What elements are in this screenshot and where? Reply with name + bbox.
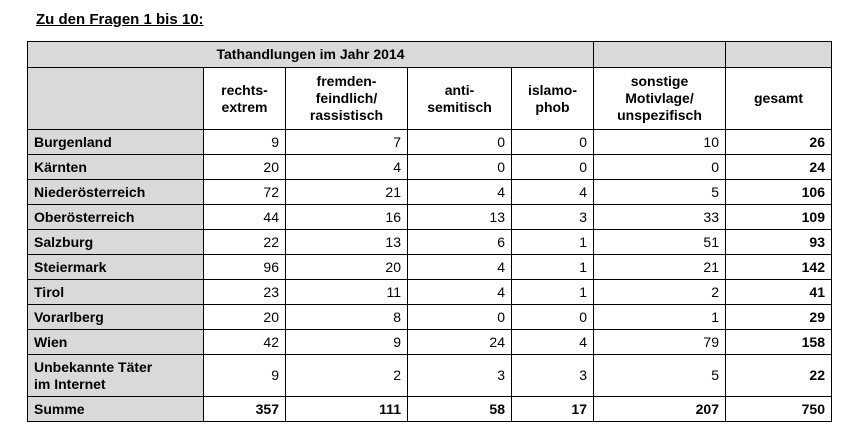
value-cell: 0 <box>408 155 512 180</box>
value-cell: 42 <box>204 330 286 355</box>
value-cell: 9 <box>286 330 408 355</box>
value-cell: 0 <box>512 155 594 180</box>
table-row <box>28 205 832 230</box>
value-cell: 5 <box>594 355 726 397</box>
value-cell: 72 <box>204 180 286 205</box>
column-header: gesamt <box>726 68 832 130</box>
value-cell: 9 <box>204 130 286 155</box>
value-cell: 20 <box>204 155 286 180</box>
table-row <box>28 305 832 330</box>
row-label: Niederösterreich <box>28 180 204 205</box>
total-cell: 29 <box>726 305 832 330</box>
value-cell: 2 <box>594 280 726 305</box>
table-row <box>28 255 832 280</box>
value-cell: 24 <box>408 330 512 355</box>
value-cell: 33 <box>594 205 726 230</box>
value-cell: 51 <box>594 230 726 255</box>
value-cell: 58 <box>408 397 512 422</box>
table-row <box>28 130 832 155</box>
value-cell: 5 <box>594 180 726 205</box>
value-cell: 0 <box>408 305 512 330</box>
value-cell: 10 <box>594 130 726 155</box>
column-header: fremden- feindlich/ rassistisch <box>286 68 408 130</box>
value-cell: 4 <box>286 155 408 180</box>
total-cell: 22 <box>726 355 832 397</box>
offense-table <box>27 41 832 422</box>
value-cell: 16 <box>286 205 408 230</box>
value-cell: 21 <box>286 180 408 205</box>
value-cell: 2 <box>286 355 408 397</box>
column-header: rechts- extrem <box>204 68 286 130</box>
value-cell: 17 <box>512 397 594 422</box>
total-cell: 158 <box>726 330 832 355</box>
row-label: Burgenland <box>28 130 204 155</box>
value-cell: 0 <box>512 130 594 155</box>
total-cell: 93 <box>726 230 832 255</box>
row-label: Steiermark <box>28 255 204 280</box>
value-cell: 4 <box>408 255 512 280</box>
value-cell: 4 <box>512 180 594 205</box>
total-cell: 109 <box>726 205 832 230</box>
value-cell: 1 <box>512 280 594 305</box>
value-cell: 13 <box>286 230 408 255</box>
row-label: Wien <box>28 330 204 355</box>
value-cell: 4 <box>408 280 512 305</box>
value-cell: 8 <box>286 305 408 330</box>
table-row <box>28 180 832 205</box>
value-cell: 3 <box>512 205 594 230</box>
value-cell: 20 <box>204 305 286 330</box>
value-cell: 7 <box>286 130 408 155</box>
value-cell: 4 <box>512 330 594 355</box>
page-heading: Zu den Fragen 1 bis 10: <box>36 11 204 28</box>
table-row <box>28 355 832 397</box>
value-cell: 44 <box>204 205 286 230</box>
row-label: Tirol <box>28 280 204 305</box>
value-cell: 23 <box>204 280 286 305</box>
value-cell: 21 <box>594 255 726 280</box>
column-header: sonstige Motivlage/ unspezifisch <box>594 68 726 130</box>
value-cell: 13 <box>408 205 512 230</box>
value-cell: 3 <box>408 355 512 397</box>
sum-row <box>28 397 832 422</box>
table-row <box>28 230 832 255</box>
value-cell: 1 <box>512 255 594 280</box>
total-cell: 106 <box>726 180 832 205</box>
value-cell: 1 <box>594 305 726 330</box>
value-cell: 9 <box>204 355 286 397</box>
corner-cell <box>28 68 204 130</box>
value-cell: 111 <box>286 397 408 422</box>
total-cell: 142 <box>726 255 832 280</box>
value-cell: 0 <box>512 305 594 330</box>
value-cell: 79 <box>594 330 726 355</box>
value-cell: 357 <box>204 397 286 422</box>
total-cell: 750 <box>726 397 832 422</box>
value-cell: 1 <box>512 230 594 255</box>
value-cell: 0 <box>408 130 512 155</box>
row-label: Salzburg <box>28 230 204 255</box>
column-header: islamo- phob <box>512 68 594 130</box>
column-header: anti- semitisch <box>408 68 512 130</box>
total-cell: 26 <box>726 130 832 155</box>
row-label: Vorarlberg <box>28 305 204 330</box>
value-cell: 11 <box>286 280 408 305</box>
group-header: Tathandlungen im Jahr 2014 <box>28 42 594 68</box>
row-label: Kärnten <box>28 155 204 180</box>
group-header-blank-total <box>726 42 832 68</box>
value-cell: 96 <box>204 255 286 280</box>
total-cell: 41 <box>726 280 832 305</box>
value-cell: 6 <box>408 230 512 255</box>
value-cell: 20 <box>286 255 408 280</box>
row-label: Summe <box>28 397 204 422</box>
value-cell: 4 <box>408 180 512 205</box>
value-cell: 207 <box>594 397 726 422</box>
table-row <box>28 280 832 305</box>
table-row <box>28 155 832 180</box>
group-header-blank <box>594 42 726 68</box>
row-label: Oberösterreich <box>28 205 204 230</box>
value-cell: 0 <box>594 155 726 180</box>
value-cell: 3 <box>512 355 594 397</box>
row-label: Unbekannte Täter im Internet <box>28 355 204 397</box>
value-cell: 22 <box>204 230 286 255</box>
total-cell: 24 <box>726 155 832 180</box>
table-row <box>28 330 832 355</box>
